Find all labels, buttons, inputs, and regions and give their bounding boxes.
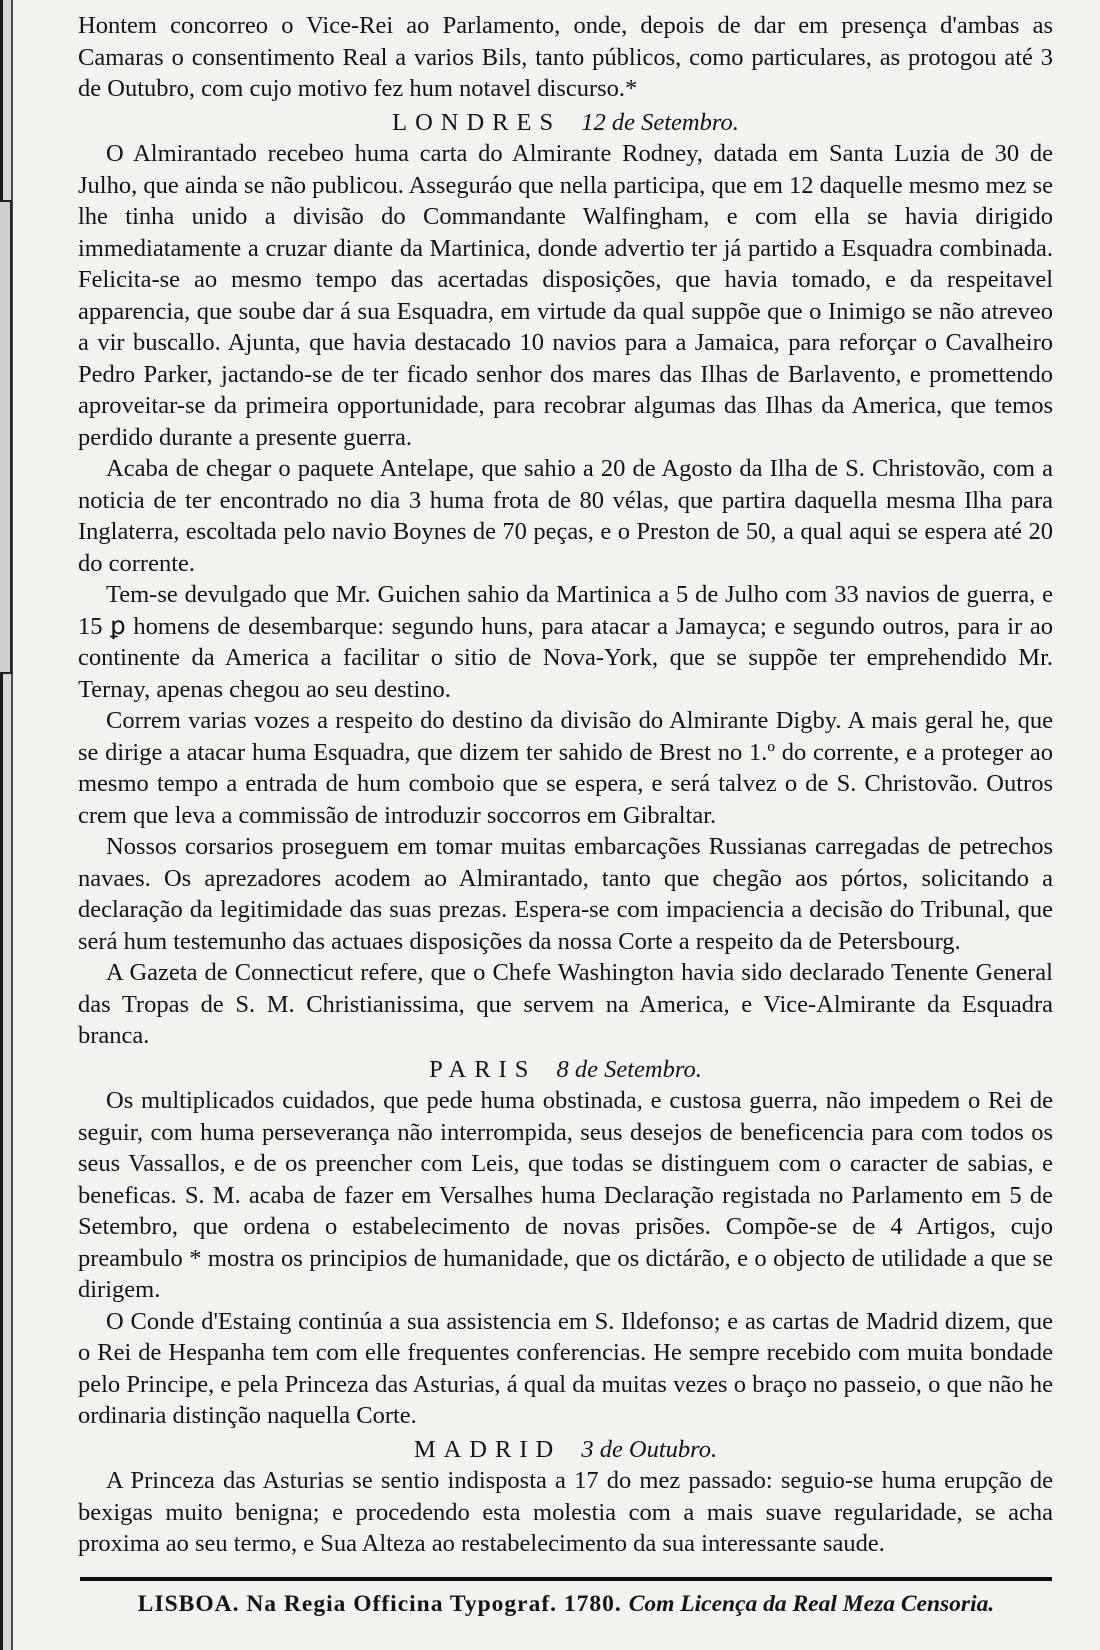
madrid-city: MADRID [413,1435,562,1463]
london-paragraph-1: O Almirantado recebeo huma carta do Almirante Rodney, datada em Santa Luzia de 30 de Julho, que ainda se não publicou. Asseguráo que nella participa, que em 12 daquelle mesmo mez se lhe tinha unido a divisão do Commandante Walfingham, e com ella se havia dirigido immediatamente a cruzar diante da Martinica, donde advertio ter já partido a Esquadra combinada. Felicita-se ao mesmo tempo das acertadas disposições, que havia tomado, e da respeitavel apparencia, que soube dar á sua Esquadra, em virtude da qual suppõe que o Inimigo se não atreveo a vir buscallo. Ajunta, que havia destacado 10 navios para a Jamaica, para reforçar o Cavalheiro Pedro Parker, jactando-se de ter ficado senhor dos mares das Ilhas de Barlavento, e promettendo aproveitar-se da primeira opportunidade, para recobrar algumas das Ilhas da America, que temos perdido durante a presente guerra. [78,140,1053,451]
footer-rule [80,1577,1052,1581]
madrid-paragraph-1: A Princeza das Asturias se sentio indisposta a 17 do mez passado: seguio-se huma erupção de bexigas muito benigna; e procedendo esta molestia com a mais suave regularidade, se acha proxima ao seu termo, e Sua Alteza ao restabelecimento da sua interessante saude. [78,1467,1053,1557]
paris-date: 8 de Setembro. [556,1055,702,1083]
london-paragraph-6: A Gazeta de Connecticut refere, que o Chefe Washington havia sido declarado Tenente General das Tropas de S. M. Christianissima, que servem na America, e Vice-Almirante da Esquadra branca. [78,959,1053,1049]
imprint-line [80,1588,1052,1620]
binding-notch [0,200,12,674]
paris-paragraph-2: O Conde d'Estaing continúa a sua assistencia em S. Ildefonso; e as cartas de Madrid dizem, que o Rei de Hespanha tem com elle frequentes conferencias. He sempre recebido com muita bondade pelo Principe, e pela Princeza das Asturias, á qual da muitas vezes o braço no passeio, o que não he ordinaria distinção naquella Corte. [78,1307,1053,1429]
intro-paragraph: Hontem concorreo o Vice-Rei ao Parlamento, onde, depois de dar em presença d'ambas as Camaras o consentimento Real a varios Bils, tanto públicos, como particulares, as protogou até 3 de Outubro, com cujo motivo fez hum notavel discurso.* [78,12,1053,102]
imprint-licence: Com Licença da Real Meza Censoria. [628,1591,995,1617]
london-date: 12 de Setembro. [581,108,739,136]
london-paragraph-2: Acaba de chegar o paquete Antelape, que sahio a 20 de Agosto da Ilha de S. Christovão, com a noticia de ter encontrado no dia 3 huma frota de 80 vélas, que partira daquella mesma Ilha para Inglaterra, escoltada pelo navio Boynes de 70 peças, e o Preston de 50, a qual aqui se espera até 20 do corrente. [78,455,1053,577]
london-paragraph-3: Tem-se devulgado que Mr. Guichen sahio da Martinica a 5 de Julho com 33 navios de guerra, e 15 ꝑ homens de desembarque: segundo huns, para atacar a Jamayca; e segundo outros, para ir ao continente da America a facilitar o sitio de Nova-York, que se suppõe ter emprehendido Mr. Ternay, apenas chegou ao seu destino. [78,581,1053,703]
madrid-dateline [78,1434,1053,1466]
london-city: LONDRES [392,108,562,136]
paris-city: PARIS [429,1055,537,1083]
imprint-main: LISBOA. Na Regia Officina Typograf. 1780. [137,1591,622,1617]
paris-dateline [78,1054,1053,1086]
gazette-page [78,10,1053,1560]
london-paragraph-4: Correm varias vozes a respeito do destino da divisão do Almirante Digby. A mais geral he, que se dirige a atacar huma Esquadra, que dizem ter sahido de Brest no 1.º do corrente, e a proteger ao mesmo tempo a entrada de hum comboio que se espera, e será talvez o de S. Christovão. Outros crem que leva a commissão de introduzir soccorros em Gibraltar. [78,707,1053,829]
london-dateline [78,107,1053,139]
madrid-date: 3 de Outubro. [581,1435,718,1463]
london-paragraph-5: Nossos corsarios proseguem em tomar muitas embarcações Russianas carregadas de petrechos navaes. Os aprezadores acodem ao Almirantado, tanto que chegão aos pórtos, solicitando a declaração da legitimidade das suas prezas. Espera-se com impaciencia a decisão do Tribunal, que será hum testemunho das actuaes disposições da nossa Corte a respeito da de Petersbourg. [78,833,1053,955]
paris-paragraph-1: Os multiplicados cuidados, que pede huma obstinada, e custosa guerra, não impedem o Rei de seguir, com huma perseverança não interrompida, seus desejos de beneficencia para com todos os seus Vassallos, e de os preencher com Leis, que todas se distinguem com o caracter de sabias, e beneficas. S. M. acaba de fazer em Versalhes huma Declaração registada no Parlamento em 5 de Setembro, que ordena o estabelecimento de novas prisões. Compõe-se de 4 Artigos, cujo preambulo * mostra os principios de humanidade, que os dictárão, e o objecto de utilidade a que se dirigem. [78,1087,1053,1303]
